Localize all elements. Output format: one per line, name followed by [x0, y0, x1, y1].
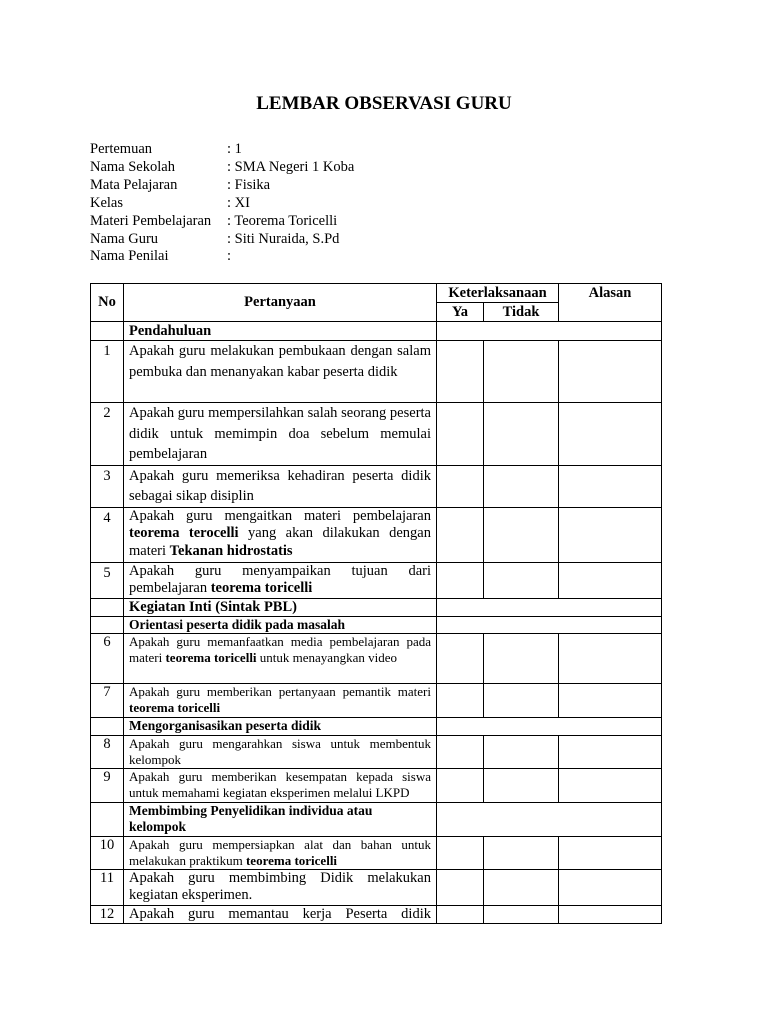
row-question — [124, 562, 437, 598]
reason-cell[interactable] — [559, 836, 662, 869]
no-cell[interactable] — [484, 465, 559, 507]
table-row — [91, 768, 662, 802]
no-cell[interactable] — [484, 735, 559, 768]
section-row — [91, 718, 662, 736]
info-row-guru — [90, 231, 354, 249]
row-question — [124, 507, 437, 562]
row-question — [124, 634, 437, 684]
info-label: Nama Penilai — [90, 248, 169, 265]
table-row — [91, 562, 662, 598]
yes-cell[interactable] — [437, 507, 484, 562]
empty-cell — [91, 598, 124, 616]
empty-cell — [91, 718, 124, 736]
info-row-pertemuan — [90, 141, 354, 159]
row-number: 4 — [91, 507, 124, 562]
table-row — [91, 634, 662, 684]
section-row — [91, 598, 662, 616]
question-text: untuk menayangkan video — [256, 650, 397, 665]
row-number: 5 — [91, 562, 124, 598]
info-label: Nama Guru — [90, 230, 159, 247]
page-title: LEMBAR OBSERVASI GURU — [256, 93, 512, 114]
question-bold: teorema terocelli — [129, 525, 239, 541]
yes-cell[interactable] — [437, 403, 484, 466]
empty-cell — [437, 598, 662, 616]
row-question: Apakah guru membimbing Didik melakukan kegiatan eksperimen. — [124, 869, 437, 905]
row-number: 10 — [91, 836, 124, 869]
table-row — [91, 341, 662, 403]
row-number: 8 — [91, 735, 124, 768]
row-number: 1 — [91, 341, 124, 403]
table-row — [91, 403, 662, 466]
section-title: Orientasi peserta didik pada masalah — [124, 616, 437, 634]
info-row-sekolah — [90, 159, 354, 177]
no-cell[interactable] — [484, 634, 559, 684]
row-number: 3 — [91, 465, 124, 507]
question-bold: teorema toricelli — [245, 852, 338, 868]
header-reason: Alasan — [559, 284, 662, 322]
observation-table — [90, 283, 662, 924]
reason-cell[interactable] — [559, 869, 662, 905]
yes-cell[interactable] — [437, 341, 484, 403]
row-number: 11 — [91, 869, 124, 905]
question-bold: teorema toricelli — [129, 700, 221, 715]
row-question: Apakah guru mengarahkan siswa untuk membentuk kelompok — [124, 735, 437, 768]
table-row — [91, 684, 662, 718]
no-cell[interactable] — [484, 341, 559, 403]
info-value: : Fisika — [227, 176, 271, 193]
header-question: Pertanyaan — [124, 284, 437, 322]
no-cell[interactable] — [484, 836, 559, 869]
info-label: Nama Sekolah — [90, 158, 175, 175]
section-title: Kegiatan Inti (Sintak PBL) — [124, 598, 437, 616]
row-number: 2 — [91, 403, 124, 466]
reason-cell[interactable] — [559, 768, 662, 802]
row-number: 6 — [91, 634, 124, 684]
row-question — [124, 836, 437, 869]
yes-cell[interactable] — [437, 869, 484, 905]
row-question — [124, 684, 437, 718]
row-number: 9 — [91, 768, 124, 802]
info-label: Kelas — [90, 194, 124, 211]
info-value: : XI — [227, 194, 250, 211]
table-row — [91, 465, 662, 507]
info-block — [90, 141, 354, 266]
reason-cell[interactable] — [559, 562, 662, 598]
section-title: Membimbing Penyelidikan individua atau kelompok — [124, 802, 437, 836]
question-text: Apakah guru mengaitkan materi pembelajaran — [129, 507, 431, 524]
section-row — [91, 616, 662, 634]
yes-cell[interactable] — [437, 836, 484, 869]
question-text: yang akan dilakukan dengan materi — [129, 525, 431, 559]
info-row-penilai — [90, 248, 354, 266]
question-text: Apakah guru menyampaikan tujuan dari pembelajaran — [129, 562, 431, 596]
reason-cell[interactable] — [559, 341, 662, 403]
question-bold: teorema toricelli — [165, 650, 257, 665]
reason-cell[interactable] — [559, 507, 662, 562]
no-cell[interactable] — [484, 403, 559, 466]
no-cell[interactable] — [484, 768, 559, 802]
reason-cell[interactable] — [559, 684, 662, 718]
empty-cell — [437, 616, 662, 634]
header-no-col: Tidak — [484, 303, 559, 322]
table-row — [91, 507, 662, 562]
question-bold: teorema toricelli — [210, 580, 313, 596]
section-row — [91, 802, 662, 836]
empty-cell — [91, 616, 124, 634]
question-text: Apakah guru mempersiapkan alat dan bahan untuk melakukan praktikum — [129, 836, 431, 868]
yes-cell[interactable] — [437, 465, 484, 507]
info-label: Mata Pelajaran — [90, 176, 178, 193]
row-question: Apakah guru memberikan kesempatan kepada siswa untuk memahami kegiatan eksperimen melalui LKPD — [124, 768, 437, 802]
no-cell[interactable] — [484, 507, 559, 562]
question-bold: Tekanan hidrostatis — [169, 542, 293, 559]
row-number: 7 — [91, 684, 124, 718]
no-cell[interactable] — [484, 562, 559, 598]
row-question — [124, 905, 437, 923]
empty-cell — [437, 718, 662, 736]
row-question: Apakah guru mempersilahkan salah seorang peserta didik untuk memimpin doa sebelum memulai pembelajaran — [124, 403, 437, 466]
yes-cell[interactable] — [437, 634, 484, 684]
table-row — [91, 836, 662, 869]
reason-cell[interactable] — [559, 465, 662, 507]
section-title: Pendahuluan — [124, 322, 437, 341]
info-label: Materi Pembelajaran — [90, 212, 212, 229]
section-row — [91, 322, 662, 341]
header-implementation: Keterlaksanaan — [437, 284, 559, 303]
table-row — [91, 869, 662, 905]
no-cell[interactable] — [484, 869, 559, 905]
info-value: : SMA Negeri 1 Koba — [227, 158, 355, 175]
question-text: Apakah guru memanfaatkan media pembelajaran pada materi — [129, 634, 431, 665]
section-title: Mengorganisasikan peserta didik — [124, 718, 437, 736]
empty-cell — [91, 322, 124, 341]
reason-cell[interactable] — [559, 735, 662, 768]
reason-cell[interactable] — [559, 905, 662, 923]
empty-cell — [437, 322, 662, 341]
header-yes: Ya — [437, 303, 484, 322]
no-cell[interactable] — [484, 905, 559, 923]
yes-cell[interactable] — [437, 768, 484, 802]
question-text: Apakah guru memberikan pertanyaan pemantik materi — [129, 684, 431, 699]
empty-cell — [91, 802, 124, 836]
info-row-materi — [90, 213, 354, 231]
reason-cell[interactable] — [559, 403, 662, 466]
yes-cell[interactable] — [437, 905, 484, 923]
row-number: 12 — [91, 905, 124, 923]
table-row — [91, 735, 662, 768]
row-question: Apakah guru melakukan pembukaan dengan salam pembuka dan menanyakan kabar peserta didik — [124, 341, 437, 403]
info-label: Pertemuan — [90, 141, 153, 157]
no-cell[interactable] — [484, 684, 559, 718]
info-value: : Siti Nuraida, S.Pd — [227, 230, 340, 247]
info-row-mapel — [90, 177, 354, 195]
yes-cell[interactable] — [437, 735, 484, 768]
info-value: : — [227, 248, 232, 265]
reason-cell[interactable] — [559, 634, 662, 684]
info-row-kelas — [90, 195, 354, 213]
header-no: No — [91, 284, 124, 322]
question-text: Apakah guru memantau kerja Peserta didik — [129, 905, 431, 922]
yes-cell[interactable] — [437, 562, 484, 598]
empty-cell — [437, 802, 662, 836]
info-value: : Teorema Toricelli — [227, 212, 338, 229]
info-value: : 1 — [227, 141, 242, 157]
yes-cell[interactable] — [437, 684, 484, 718]
table-row — [91, 905, 662, 923]
row-question: Apakah guru memeriksa kehadiran peserta didik sebagai sikap disiplin — [124, 465, 437, 507]
